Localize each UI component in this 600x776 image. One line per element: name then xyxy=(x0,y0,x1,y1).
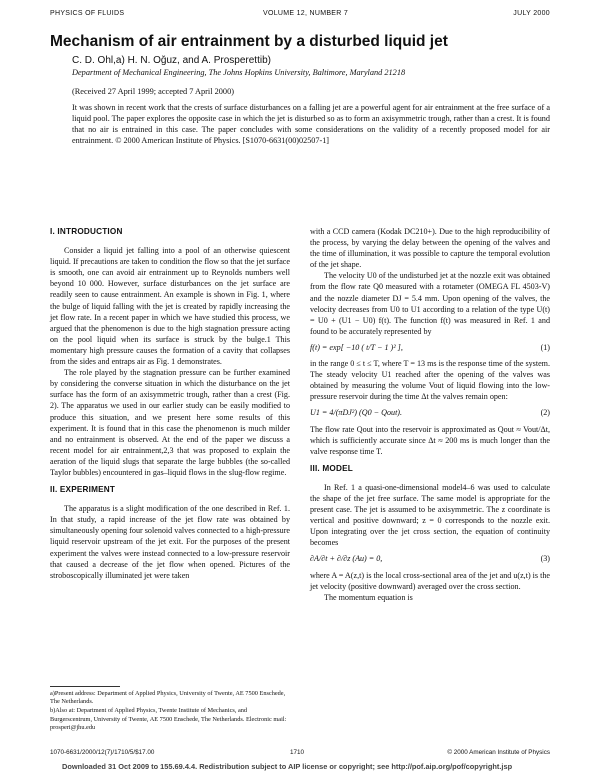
equation-1-number: (1) xyxy=(540,342,550,352)
article-title: Mechanism of air entrainment by a disturbed liquid jet xyxy=(50,33,448,50)
experiment-paragraph-4: The flow rate Qout into the reservoir is approximated as Qout ≈ Vout/Δt, which is sufficiently accurate since Δt ≈ 200 ms is much longer than the valve response time T. xyxy=(310,424,550,456)
doi-code: 1070-6631/2000/12(7)/1710/5/$17.00 xyxy=(50,749,155,756)
model-paragraph-1: In Ref. 1 a quasi-one-dimensional model4–6 was used to calculate the shape of the jet free surface. The same model is appropriate for the present case. The jet is assumed to be axisymmetric. The z coordinate is vertical and positive downward; z = 0 corresponds to the nozzle exit. Upon integrating over the jet cross section, the equation of continuity becomes xyxy=(310,482,550,548)
equation-2 xyxy=(310,407,550,418)
footnote-b: b)Also at: Department of Applied Physics, Twente Institute of Mechanics, and Burgerscentrum, University of Twente, AE 7500 Enschede, The Netherlands. Electronic mail: prosperi@jhu.edu xyxy=(50,707,287,731)
intro-paragraph-2: The role played by the stagnation pressure can be further examined by considering the converse situation in which the disturbance on the jet surface has the form of an axisymmetric trough, rather than a crest (Fig. 2). The apparatus we used in our earlier study can be easily modified to produce this situation, and we present here some results of this experiment. It is found that in this case the phenomenon is much milder and no entrainment is observed. At the end of the paper we discuss a recent model for air entrainment,2,3 that was proposed to explain the aeration of the liquid slugs that separate the large bubbles (the so-called Taylor bubbles) encountered in gas–liquid flows in the slug-flow regime. xyxy=(50,368,290,477)
footnotes xyxy=(50,690,290,733)
equation-3-number: (3) xyxy=(540,554,550,564)
page-number: 1710 xyxy=(290,749,305,756)
footnote-a: a)Present address: Department of Applied Physics, University of Twente, AE 7500 Enschede, The Netherlands. xyxy=(50,690,286,706)
copyright-notice: © 2000 American Institute of Physics xyxy=(447,749,550,756)
abstract: It was shown in recent work that the crests of surface disturbances on a falling jet are a powerful agent for air entrainment at the free surface of a liquid pool. The paper explores the opposite case in which the jet is disturbed so as to form an axisymmetric trough, rather than a crest. It is found that no air is entrained in this case. The paper concludes with some considerations on the validity of a recently proposed model for air entrainment. © 2000 American Institute of Physics. [S1070-6631(00)02507-1] xyxy=(72,103,550,145)
received-dates: (Received 27 April 1999; accepted 7 April 2000) xyxy=(72,87,234,96)
section-heading-experiment: II. EXPERIMENT xyxy=(50,485,116,495)
intro-paragraph-1: Consider a liquid jet falling into a pool of an otherwise quiescent liquid. If precautions are taken to condition the flow so that the jet surface is smooth, one can avoid air entrainment up to Reynolds numbers well beyond 10 000. However, surface disturbances on the jet surface are readily seen to cause entrainment. An example is shown in Fig. 1, where the bulge of liquid falling with the jet is created by rapidly increasing the jet flow rate. In a recent paper in which we have studied this process, we argued that the phenomenon is due to the high stagnation pressure acting on the pool liquid when its surface is struck by the bulge.1 This momentary high pressure causes the formation of a cavity that collapses from the sides and entraps air as Fig. 1 demonstrates. xyxy=(50,246,290,367)
download-notice: Downloaded 31 Oct 2009 to 155.69.4.4. Redistribution subject to AIP license or copyright; see http://pof.aip.org/pof/copyright.jsp xyxy=(62,762,513,771)
section-heading-introduction: I. INTRODUCTION xyxy=(50,227,123,236)
experiment-paragraph-2: The velocity U0 of the undisturbed jet at the nozzle exit was obtained from the flow rate Q0 measured with a rotameter (OMEGA FL 4503-V) and the nozzle diameter DJ = 5.4 mm. Upon opening of the valves, the velocity decreases from U0 to U1 according to a relation of the type U(t) = U0 + (U1 − U0) f(t). The function f(t) was measured in Ref. 1 and found to be accurately represented by xyxy=(310,271,550,336)
issue-date: JULY 2000 xyxy=(513,10,550,17)
journal-name: PHYSICS OF FLUIDS xyxy=(50,10,125,17)
equation-3 xyxy=(310,553,550,564)
volume-number: VOLUME 12, NUMBER 7 xyxy=(263,10,349,17)
equation-3-body: ∂A/∂t + ∂/∂z (Au) = 0, xyxy=(310,554,383,564)
model-paragraph-2: where A = A(z,t) is the local cross-sectional area of the jet and u(z,t) is the jet velocity (positive downward) averaged over the cross section. xyxy=(310,570,550,591)
experiment-paragraph-1-continued: with a CCD camera (Kodak DC210+). Due to the high reproducibility of the process, by varying the delay between the opening of the valves and the time of illumination, it was possible to capture the temporal evolution of the jet shape. xyxy=(310,227,550,270)
experiment-paragraph-3: in the range 0 ≤ t ≤ T, where T = 13 ms is the response time of the system. The steady velocity U1 reached after the opening of the valves was obtained by measuring the volume Vout of liquid flowing into the low-pressure reservoir during the time Δt the valves remain open: xyxy=(310,359,550,402)
affiliation: Department of Mechanical Engineering, The Johns Hopkins University, Baltimore, Maryland 21218 xyxy=(72,68,406,77)
model-paragraph-3: The momentum equation is xyxy=(324,592,413,602)
experiment-paragraph-1: The apparatus is a slight modification of the one described in Ref. 1. In that study, a rapid increase of the jet flow rate was obtained by simultaneously opening four solenoid valves connected to a high-pressure liquid reservoir upstream of the jet exit. For the purposes of the present experiment the valves were instead connected to a low-pressure reservoir that caused a decrease of the jet flow when opened. Pictures of the stroboscopically illuminated jet were taken xyxy=(50,504,290,580)
left-column xyxy=(50,226,290,581)
section-heading-model: III. MODEL xyxy=(310,463,353,473)
author-list: C. D. Ohl,a) H. N. Oğuz, and A. Prosperettib) xyxy=(72,55,271,66)
equation-1-body: f(t) = exp[ −10 ( t/T − 1 )² ], xyxy=(310,342,403,352)
equation-2-body: U1 = 4/(πDJ²) (Q0 − Qout). xyxy=(310,408,403,418)
right-column xyxy=(310,226,550,603)
equation-1 xyxy=(310,342,550,353)
equation-2-number: (2) xyxy=(540,408,550,418)
footnote-divider xyxy=(50,686,120,687)
